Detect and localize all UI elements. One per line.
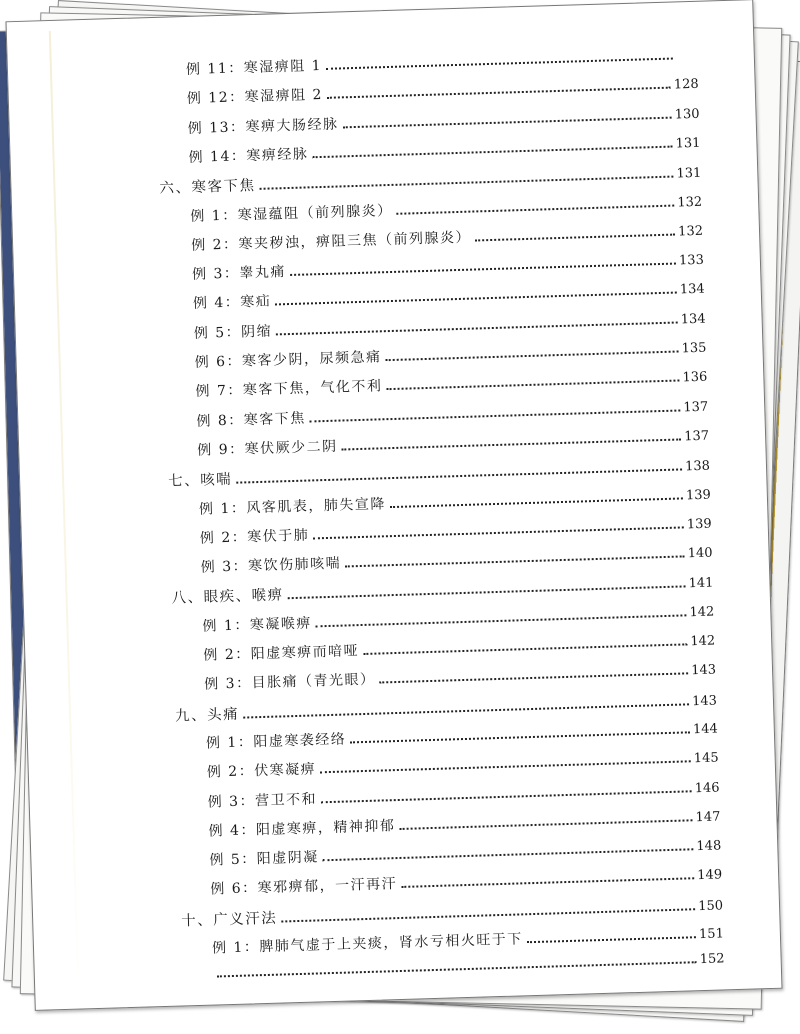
toc-entry-title: 例 3：睾丸痛 [191,264,287,283]
toc-entry-title: 例 5：阴缩 [193,323,273,342]
toc-page-number: 144 [692,721,719,738]
dot-leader [316,613,687,627]
toc-entry-title: 例 12：寒湿痹阻 2 [186,87,324,108]
toc-page-number: 145 [693,750,719,767]
toc-entry-title: 例 6：寒客少阴，尿频急痛 [194,349,382,371]
toc-page [5,0,782,1011]
toc-entry-title: 例 14：寒痹经脉 [188,146,309,166]
toc-entry-title: 七、咳喘 [167,471,233,490]
dot-leader [312,144,672,158]
toc-entry-title: 例 13：寒痹大肠经脉 [187,116,339,137]
toc-entry-title: 例 2：寒夹秽浊，痹阻三焦（前列腺炎） [190,229,472,254]
toc-page-number: 138 [684,458,711,475]
toc-page-number: 151 [698,926,725,943]
dot-leader [276,320,678,335]
toc-page-number: 130 [674,106,700,123]
toc-page-number: 146 [694,779,720,796]
toc-page-number: 137 [684,428,710,445]
toc-entry-title: 例 2：伏寒凝痹 [206,761,317,781]
toc-page-number [676,59,698,60]
dot-leader [527,935,696,943]
dot-leader [386,379,679,391]
toc-page-number: 143 [691,693,718,709]
dot-leader [281,907,695,922]
dot-leader [310,408,681,422]
dot-leader [326,57,673,70]
toc-page-number: 141 [688,575,714,592]
dot-leader [260,175,674,190]
dot-leader [401,877,694,889]
toc-page-number: 133 [678,252,705,269]
toc-entry-title: 十、广义汗法 [181,910,278,930]
toc-page-number: 132 [677,223,704,240]
dot-leader [243,702,689,718]
toc-entry-title: 例 1：阳虚寒袭经络 [205,731,347,752]
toc-entry-title: 例 3：营卫不和 [207,790,318,811]
toc-entry-title: 八、眼疾、喉痹 [171,587,284,608]
toc-entry-title: 例 1：风客肌表，肺失宣降 [198,495,387,518]
toc-page-number: 147 [695,809,721,825]
toc-page-number: 135 [681,340,707,357]
dot-leader [390,496,683,508]
toc-page-number: 134 [680,311,706,328]
toc-page-number: 139 [686,516,712,533]
toc-entry-title: 例 1：寒凝喉痹 [202,615,313,635]
toc-page-number: 136 [682,369,708,386]
toc-entry-title: 例 8：寒客下焦 [196,410,306,430]
toc-page-number: 132 [677,194,703,210]
toc-entry-title: 例 3：寒饮伤肺咳喘 [200,555,342,576]
toc-entry-title: 六、寒客下焦 [159,178,256,198]
toc-page-number: 143 [691,662,717,679]
dot-leader [342,437,682,450]
toc-page-number: 139 [685,487,712,503]
toc-page-number: 150 [697,898,724,914]
toc-page-number: 142 [690,633,716,650]
dot-leader [236,468,682,484]
toc-entry-title: 例 7：寒客下焦，气化不利 [195,378,383,401]
dot-leader [345,554,685,567]
toc-entry-title: 九、头痛 [174,706,240,725]
toc-entry-title: 例 3：目胀痛（青光眼） [204,671,376,694]
toc-page-number: 137 [683,399,709,415]
toc-entry-title: 例 4：阳虚寒痹，精神抑郁 [208,817,396,840]
dot-leader [342,115,671,128]
dot-leader [217,961,697,978]
toc-entry-title: 例 6：寒邪痹郁，一汗再汗 [210,876,398,899]
dot-leader [475,232,675,241]
toc-entry-title: 例 1：脾肺气虚于上夹痰，肾水亏相火旺于下 [211,931,524,957]
toc-page-number: 134 [679,282,705,298]
dot-leader [350,730,690,743]
toc-entry-title: 例 9：寒伏厥少二阴 [197,438,338,459]
toc-page-number: 131 [675,135,701,152]
dot-leader [320,759,691,773]
dot-leader [313,525,684,539]
toc-page-number: 128 [673,77,699,93]
dot-leader [399,818,692,830]
toc-page-number: 140 [687,545,713,562]
dot-leader [275,291,677,306]
dot-leader [380,672,689,684]
toc-page-number: 148 [696,838,722,855]
toc-entry-title: 例 5：阳虚阴凝 [209,849,320,869]
dot-leader [386,349,679,361]
toc-page-number: 152 [699,951,725,968]
dot-leader [290,262,676,276]
toc-entry-title: 例 1：寒湿蕴阻（前列腺炎） [190,202,393,225]
dot-leader [321,789,692,803]
toc-page-number: 131 [676,165,702,182]
toc-page-number: 142 [689,604,715,620]
dot-leader [327,86,671,99]
dot-leader [323,847,694,861]
dot-leader [397,203,675,214]
dot-leader [363,642,687,655]
toc-page-number: 149 [697,867,723,884]
toc-entry-title: 例 2：阳虚寒痹而喑哑 [203,643,360,664]
toc-entry-title: 例 2：寒伏于肺 [199,527,310,547]
toc-entry-title: 例 11：寒湿痹阻 1 [185,57,323,78]
toc-entry-title: 例 4：寒疝 [192,293,272,313]
dot-leader [288,585,686,600]
table-of-contents [8,42,754,968]
